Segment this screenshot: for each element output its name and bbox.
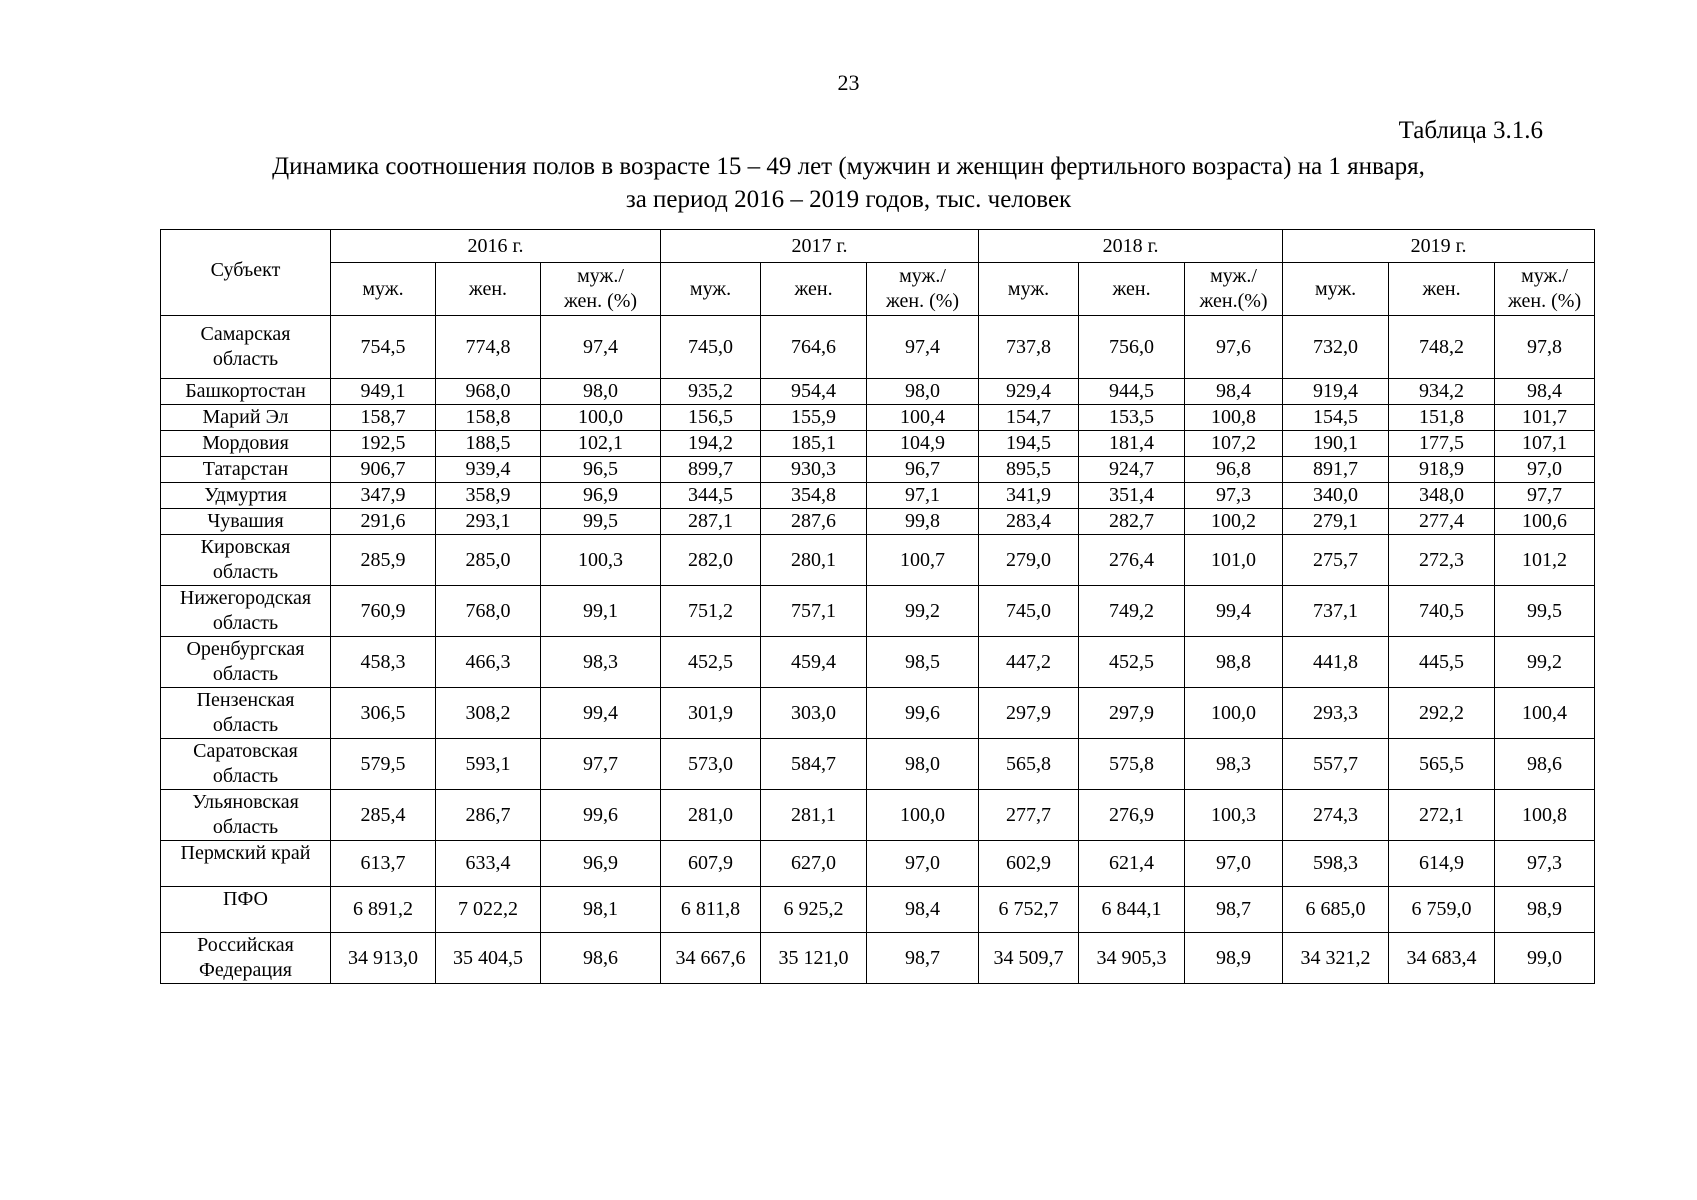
ratio-value: 96,9	[541, 483, 661, 509]
ratio-value: 96,8	[1185, 457, 1283, 483]
women-value: 158,8	[436, 405, 541, 431]
ratio-value: 97,7	[541, 739, 661, 790]
men-value: 6 752,7	[979, 887, 1079, 933]
ratio-value: 107,1	[1495, 431, 1595, 457]
ratio-value: 100,3	[541, 535, 661, 586]
men-value: 737,1	[1283, 586, 1389, 637]
women-value: 627,0	[761, 841, 867, 887]
men-value: 895,5	[979, 457, 1079, 483]
men-value: 340,0	[1283, 483, 1389, 509]
women-value: 774,8	[436, 316, 541, 379]
table-row	[161, 509, 1595, 535]
women-value: 281,1	[761, 790, 867, 841]
men-value: 34 509,7	[979, 933, 1079, 984]
ratio-value: 100,7	[867, 535, 979, 586]
men-value: 745,0	[979, 586, 1079, 637]
men-value: 192,5	[331, 431, 436, 457]
ratio-value: 107,2	[1185, 431, 1283, 457]
ratio-value: 98,5	[867, 637, 979, 688]
men-value: 154,5	[1283, 405, 1389, 431]
women-value: 7 022,2	[436, 887, 541, 933]
ratio-value: 98,9	[1185, 933, 1283, 984]
men-header: муж.	[1283, 263, 1389, 316]
subject-name: Пензенская область	[161, 688, 331, 739]
men-value: 760,9	[331, 586, 436, 637]
women-header: жен.	[436, 263, 541, 316]
women-value: 297,9	[1079, 688, 1185, 739]
table-row	[161, 637, 1595, 688]
table-row	[161, 933, 1595, 984]
men-value: 277,7	[979, 790, 1079, 841]
men-value: 341,9	[979, 483, 1079, 509]
men-value: 919,4	[1283, 379, 1389, 405]
year-header: 2017 г.	[661, 230, 979, 263]
women-value: 292,2	[1389, 688, 1495, 739]
women-value: 185,1	[761, 431, 867, 457]
ratio-value: 99,5	[1495, 586, 1595, 637]
women-value: 934,2	[1389, 379, 1495, 405]
women-value: 930,3	[761, 457, 867, 483]
women-header: жен.	[761, 263, 867, 316]
ratio-value: 98,7	[1185, 887, 1283, 933]
men-value: 935,2	[661, 379, 761, 405]
men-value: 274,3	[1283, 790, 1389, 841]
men-value: 458,3	[331, 637, 436, 688]
women-value: 944,5	[1079, 379, 1185, 405]
ratio-value: 100,2	[1185, 509, 1283, 535]
women-value: 954,4	[761, 379, 867, 405]
women-value: 286,7	[436, 790, 541, 841]
ratio-value: 99,5	[541, 509, 661, 535]
ratio-value: 96,7	[867, 457, 979, 483]
table-number: Таблица 3.1.6	[1398, 117, 1543, 144]
subject-name: Ульяновская область	[161, 790, 331, 841]
men-value: 306,5	[331, 688, 436, 739]
men-value: 891,7	[1283, 457, 1389, 483]
ratio-value: 98,4	[867, 887, 979, 933]
ratio-value: 100,8	[1495, 790, 1595, 841]
ratio-value: 98,4	[1495, 379, 1595, 405]
women-value: 445,5	[1389, 637, 1495, 688]
women-value: 35 404,5	[436, 933, 541, 984]
men-value: 447,2	[979, 637, 1079, 688]
ratio-value: 99,6	[541, 790, 661, 841]
title-line-1: Динамика соотношения полов в возрасте 15 – 49 лет (мужчин и женщин фертильного возраста) на 1 января,	[272, 153, 1425, 180]
women-value: 764,6	[761, 316, 867, 379]
women-value: 614,9	[1389, 841, 1495, 887]
women-value: 303,0	[761, 688, 867, 739]
ratio-value: 100,6	[1495, 509, 1595, 535]
men-value: 6 811,8	[661, 887, 761, 933]
ratio-value: 98,7	[867, 933, 979, 984]
men-value: 285,4	[331, 790, 436, 841]
men-value: 344,5	[661, 483, 761, 509]
ratio-value: 98,0	[867, 739, 979, 790]
men-value: 899,7	[661, 457, 761, 483]
men-value: 949,1	[331, 379, 436, 405]
women-value: 280,1	[761, 535, 867, 586]
subject-name: ПФО	[161, 887, 331, 933]
subject-name: Кировская область	[161, 535, 331, 586]
ratio-value: 97,6	[1185, 316, 1283, 379]
subject-header: Субъект	[161, 230, 331, 316]
women-value: 740,5	[1389, 586, 1495, 637]
table-row	[161, 790, 1595, 841]
subject-name: Мордовия	[161, 431, 331, 457]
women-value: 358,9	[436, 483, 541, 509]
men-header: муж.	[979, 263, 1079, 316]
men-value: 279,1	[1283, 509, 1389, 535]
men-value: 34 913,0	[331, 933, 436, 984]
women-value: 756,0	[1079, 316, 1185, 379]
ratio-value: 97,0	[1185, 841, 1283, 887]
women-value: 276,9	[1079, 790, 1185, 841]
column-header-row	[161, 263, 1595, 316]
ratio-value: 100,4	[867, 405, 979, 431]
women-header: жен.	[1389, 263, 1495, 316]
men-value: 34 321,2	[1283, 933, 1389, 984]
year-header: 2016 г.	[331, 230, 661, 263]
men-value: 275,7	[1283, 535, 1389, 586]
ratio-value: 98,3	[541, 637, 661, 688]
men-value: 301,9	[661, 688, 761, 739]
ratio-value: 99,2	[1495, 637, 1595, 688]
women-value: 968,0	[436, 379, 541, 405]
ratio-value: 100,0	[867, 790, 979, 841]
women-value: 939,4	[436, 457, 541, 483]
table-row	[161, 457, 1595, 483]
subject-name: Башкортостан	[161, 379, 331, 405]
ratio-value: 99,4	[541, 688, 661, 739]
ratio-value: 97,7	[1495, 483, 1595, 509]
ratio-header: муж./ жен.(%)	[1185, 263, 1283, 316]
men-value: 194,2	[661, 431, 761, 457]
subject-name: Марий Эл	[161, 405, 331, 431]
table-row	[161, 431, 1595, 457]
women-value: 155,9	[761, 405, 867, 431]
table-row	[161, 586, 1595, 637]
men-value: 751,2	[661, 586, 761, 637]
subject-name: Татарстан	[161, 457, 331, 483]
men-value: 347,9	[331, 483, 436, 509]
ratio-value: 96,5	[541, 457, 661, 483]
ratio-value: 100,4	[1495, 688, 1595, 739]
ratio-value: 98,4	[1185, 379, 1283, 405]
men-value: 6 891,2	[331, 887, 436, 933]
ratio-header: муж./ жен. (%)	[541, 263, 661, 316]
men-value: 297,9	[979, 688, 1079, 739]
men-header: муж.	[661, 263, 761, 316]
men-value: 598,3	[1283, 841, 1389, 887]
subject-name: Нижегородская область	[161, 586, 331, 637]
table-row	[161, 841, 1595, 887]
subject-name: Оренбургская область	[161, 637, 331, 688]
women-value: 6 925,2	[761, 887, 867, 933]
women-value: 354,8	[761, 483, 867, 509]
table-row	[161, 688, 1595, 739]
men-value: 281,0	[661, 790, 761, 841]
women-value: 575,8	[1079, 739, 1185, 790]
table-body	[161, 316, 1595, 984]
men-value: 929,4	[979, 379, 1079, 405]
ratio-value: 98,1	[541, 887, 661, 933]
men-value: 291,6	[331, 509, 436, 535]
ratio-value: 97,0	[1495, 457, 1595, 483]
women-value: 287,6	[761, 509, 867, 535]
women-value: 466,3	[436, 637, 541, 688]
women-value: 153,5	[1079, 405, 1185, 431]
ratio-value: 97,0	[867, 841, 979, 887]
ratio-header: муж./ жен. (%)	[867, 263, 979, 316]
women-value: 918,9	[1389, 457, 1495, 483]
ratio-value: 100,3	[1185, 790, 1283, 841]
sex-ratio-table	[160, 229, 1595, 984]
men-value: 732,0	[1283, 316, 1389, 379]
women-value: 308,2	[436, 688, 541, 739]
table-title	[0, 150, 1697, 216]
men-value: 282,0	[661, 535, 761, 586]
women-value: 757,1	[761, 586, 867, 637]
men-value: 565,8	[979, 739, 1079, 790]
title-line-2: за период 2016 – 2019 годов, тыс. человек	[625, 186, 1072, 213]
ratio-value: 101,2	[1495, 535, 1595, 586]
ratio-value: 104,9	[867, 431, 979, 457]
women-value: 35 121,0	[761, 933, 867, 984]
ratio-value: 98,6	[1495, 739, 1595, 790]
men-value: 441,8	[1283, 637, 1389, 688]
women-value: 565,5	[1389, 739, 1495, 790]
ratio-value: 100,0	[541, 405, 661, 431]
women-value: 748,2	[1389, 316, 1495, 379]
ratio-value: 96,9	[541, 841, 661, 887]
men-value: 573,0	[661, 739, 761, 790]
women-value: 6 844,1	[1079, 887, 1185, 933]
year-header: 2018 г.	[979, 230, 1283, 263]
women-value: 272,3	[1389, 535, 1495, 586]
ratio-value: 99,1	[541, 586, 661, 637]
table-row	[161, 739, 1595, 790]
women-value: 593,1	[436, 739, 541, 790]
men-value: 279,0	[979, 535, 1079, 586]
ratio-value: 100,0	[1185, 688, 1283, 739]
ratio-value: 98,6	[541, 933, 661, 984]
ratio-value: 101,0	[1185, 535, 1283, 586]
ratio-value: 99,6	[867, 688, 979, 739]
subject-name: Самарская область	[161, 316, 331, 379]
women-value: 277,4	[1389, 509, 1495, 535]
men-value: 287,1	[661, 509, 761, 535]
women-value: 6 759,0	[1389, 887, 1495, 933]
women-value: 459,4	[761, 637, 867, 688]
men-value: 283,4	[979, 509, 1079, 535]
subject-name: Удмуртия	[161, 483, 331, 509]
men-value: 754,5	[331, 316, 436, 379]
ratio-value: 102,1	[541, 431, 661, 457]
men-value: 613,7	[331, 841, 436, 887]
ratio-header: муж./ жен. (%)	[1495, 263, 1595, 316]
year-header-row	[161, 230, 1595, 263]
men-value: 293,3	[1283, 688, 1389, 739]
women-value: 272,1	[1389, 790, 1495, 841]
ratio-value: 99,2	[867, 586, 979, 637]
men-value: 190,1	[1283, 431, 1389, 457]
women-value: 34 683,4	[1389, 933, 1495, 984]
women-value: 924,7	[1079, 457, 1185, 483]
women-value: 348,0	[1389, 483, 1495, 509]
women-value: 749,2	[1079, 586, 1185, 637]
ratio-value: 98,0	[541, 379, 661, 405]
men-value: 602,9	[979, 841, 1079, 887]
table-row	[161, 316, 1595, 379]
ratio-value: 98,9	[1495, 887, 1595, 933]
ratio-value: 97,4	[867, 316, 979, 379]
men-value: 6 685,0	[1283, 887, 1389, 933]
ratio-value: 98,8	[1185, 637, 1283, 688]
women-header: жен.	[1079, 263, 1185, 316]
women-value: 293,1	[436, 509, 541, 535]
ratio-value: 97,1	[867, 483, 979, 509]
men-header: муж.	[331, 263, 436, 316]
page-number: 23	[837, 70, 860, 95]
subject-name: Пермский край	[161, 841, 331, 887]
subject-name: Российская Федерация	[161, 933, 331, 984]
ratio-value: 100,8	[1185, 405, 1283, 431]
women-value: 633,4	[436, 841, 541, 887]
men-value: 906,7	[331, 457, 436, 483]
women-value: 151,8	[1389, 405, 1495, 431]
ratio-value: 98,3	[1185, 739, 1283, 790]
ratio-value: 99,8	[867, 509, 979, 535]
women-value: 452,5	[1079, 637, 1185, 688]
ratio-value: 97,3	[1495, 841, 1595, 887]
women-value: 285,0	[436, 535, 541, 586]
table-row	[161, 483, 1595, 509]
men-value: 745,0	[661, 316, 761, 379]
men-value: 158,7	[331, 405, 436, 431]
men-value: 154,7	[979, 405, 1079, 431]
women-value: 621,4	[1079, 841, 1185, 887]
ratio-value: 98,0	[867, 379, 979, 405]
men-value: 737,8	[979, 316, 1079, 379]
table-row	[161, 887, 1595, 933]
ratio-value: 97,3	[1185, 483, 1283, 509]
women-value: 584,7	[761, 739, 867, 790]
men-value: 452,5	[661, 637, 761, 688]
ratio-value: 97,4	[541, 316, 661, 379]
women-value: 768,0	[436, 586, 541, 637]
year-header: 2019 г.	[1283, 230, 1595, 263]
men-value: 194,5	[979, 431, 1079, 457]
men-value: 285,9	[331, 535, 436, 586]
men-value: 557,7	[1283, 739, 1389, 790]
women-value: 282,7	[1079, 509, 1185, 535]
subject-name: Чувашия	[161, 509, 331, 535]
men-value: 579,5	[331, 739, 436, 790]
subject-name: Саратовская область	[161, 739, 331, 790]
women-value: 34 905,3	[1079, 933, 1185, 984]
men-value: 34 667,6	[661, 933, 761, 984]
table-row	[161, 405, 1595, 431]
ratio-value: 101,7	[1495, 405, 1595, 431]
women-value: 188,5	[436, 431, 541, 457]
women-value: 177,5	[1389, 431, 1495, 457]
table-row	[161, 535, 1595, 586]
ratio-value: 97,8	[1495, 316, 1595, 379]
women-value: 181,4	[1079, 431, 1185, 457]
ratio-value: 99,0	[1495, 933, 1595, 984]
women-value: 276,4	[1079, 535, 1185, 586]
men-value: 156,5	[661, 405, 761, 431]
men-value: 607,9	[661, 841, 761, 887]
table-row	[161, 379, 1595, 405]
ratio-value: 99,4	[1185, 586, 1283, 637]
women-value: 351,4	[1079, 483, 1185, 509]
